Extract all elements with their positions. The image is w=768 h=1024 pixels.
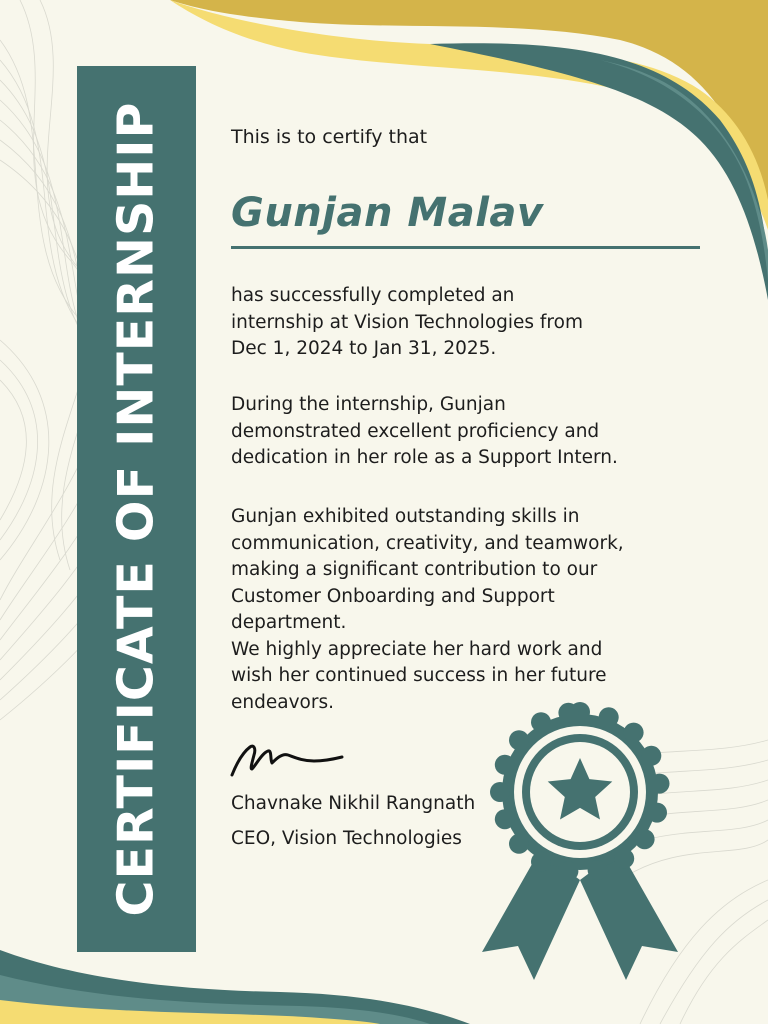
performance-line: dedication in her role as a Support Intern. (231, 447, 618, 468)
certificate-title: CERTIFICATE OF INTERNSHIP (107, 101, 165, 917)
signature-icon (228, 735, 346, 783)
completion-line: has successfully completed an (231, 285, 515, 306)
recipient-name: Gunjan Malav (231, 190, 544, 236)
award-ribbon-star-icon (470, 700, 690, 990)
performance-line: During the internship, Gunjan (231, 394, 506, 415)
signer-title: CEO, Vision Technologies (231, 828, 462, 849)
appreciation-line: wish her continued success in her future (231, 665, 607, 686)
appreciation-line: Customer Onboarding and Support (231, 585, 555, 607)
appreciation-line: endeavors. (231, 691, 334, 713)
completion-line: internship at Vision Technologies from (231, 311, 583, 333)
signer-name: Chavnake Nikhil Rangnath (231, 793, 476, 814)
appreciation-line: Gunjan exhibited outstanding skills in (231, 506, 580, 527)
seal-badge (490, 702, 670, 881)
appreciation-line: communication, creativity, and teamwork, (231, 532, 624, 554)
name-underline (231, 246, 700, 249)
certify-intro-text: This is to certify that (231, 126, 428, 148)
appreciation-line: department. (231, 612, 347, 633)
completion-line: Dec 1, 2024 to Jan 31, 2025. (231, 338, 497, 359)
performance-line: demonstrated excellent proficiency and (231, 420, 600, 442)
completion-paragraph (231, 283, 701, 363)
appreciation-line: making a significant contribution to our (231, 559, 598, 580)
performance-paragraph (231, 392, 701, 472)
appreciation-paragraph (231, 504, 701, 716)
appreciation-line: We highly appreciate her hard work and (231, 638, 603, 660)
